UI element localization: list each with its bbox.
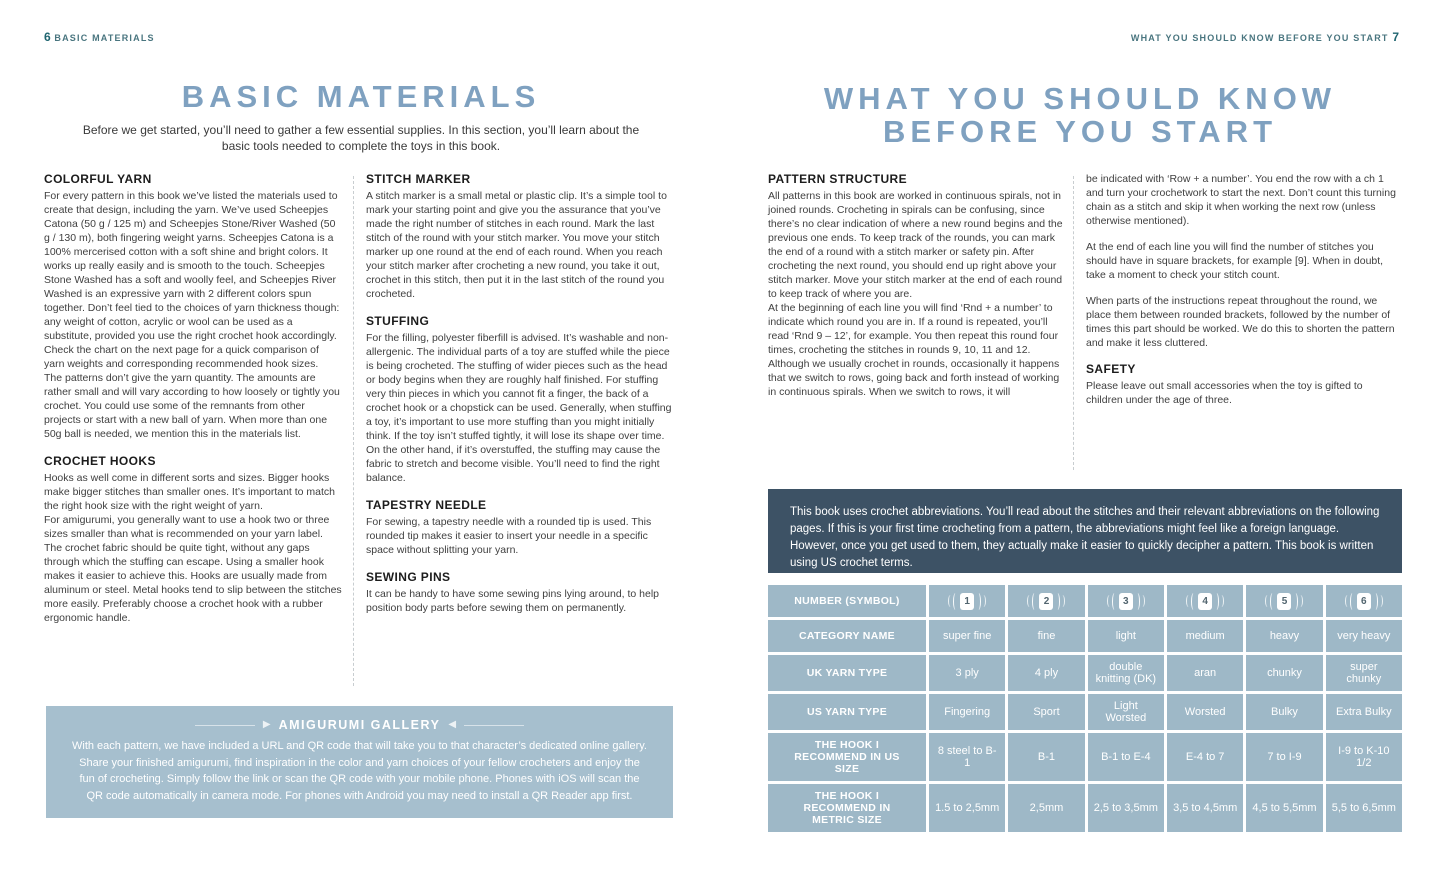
table-cell: Worsted bbox=[1167, 694, 1243, 730]
section-paragraph: At the beginning of each line you will find ‘Rnd + a number’ to indicate which round you are in. If a round is repeated, you’ll read ‘Rnd 9 – 12’, for example. You then repeat this round four times, crocheting the stitches in rounds 9, 10, 11 and 12. bbox=[768, 302, 1059, 356]
arrow-right-icon: ▶ bbox=[262, 719, 271, 730]
table-row-label: UK YARN TYPE bbox=[768, 655, 926, 691]
section-heading: SEWING PINS bbox=[366, 570, 451, 584]
table-cell: heavy bbox=[1246, 620, 1322, 652]
left-page-intro: Before we get started, you’ll need to gather a few essential supplies. In this section, you’ll learn about the basic tools needed to complete the toys in this book. bbox=[82, 123, 640, 153]
left-page-column-2 bbox=[366, 172, 672, 628]
table-cell: light bbox=[1088, 620, 1164, 652]
section-paragraph: Although we usually crochet in rounds, occasionally it happens that we switch to rows, going back and forth instead of working in continuous spirals. When we switch to rows, it will bbox=[768, 358, 1060, 398]
table-cell: 4,5 to 5,5mm bbox=[1246, 784, 1322, 832]
table-cell-symbol bbox=[1246, 585, 1322, 617]
section-heading: CROCHET HOOKS bbox=[44, 454, 156, 468]
section-paragraph: For the filling, polyester fiberfill is advised. It’s washable and non-allergenic. The individual parts of a toy are stuffed while the piece is being crocheted. The stuffing of wider pieces such as the head or body begins when they are roughly half finished. For stuffing very thin pieces in which you cannot fit a finger, the back of a crochet hook or a chopstick can be used. Generally, when stuffing a toy, it’s important to use more stuffing than you might initially think. If the toy isn’t stuffed tightly, it will lose its shape over time. On the other hand, if it’s overstuffed, the stuffing may cause the fabric to stretch and become visible. You’ll need to find the right balance. bbox=[366, 332, 672, 484]
section-heading: STUFFING bbox=[366, 314, 430, 328]
section-paragraph: When parts of the instructions repeat throughout the round, we place them between rounded brackets, followed by the number of times this part should be worked. We do this to shorten the pattern and make it less cluttered. bbox=[1086, 295, 1395, 349]
section-heading: COLORFUL YARN bbox=[44, 172, 152, 186]
gallery-box-title: AMIGURUMI GALLERY bbox=[278, 718, 441, 732]
left-page-column-1 bbox=[44, 172, 342, 638]
column-divider-right-page bbox=[1073, 176, 1074, 470]
yarn-skein-icon: 2 bbox=[1027, 593, 1065, 610]
gallery-title-row bbox=[72, 718, 647, 732]
section-heading: STITCH MARKER bbox=[366, 172, 471, 186]
table-cell: Fingering bbox=[929, 694, 1005, 730]
table-cell: super fine bbox=[929, 620, 1005, 652]
table-cell-symbol bbox=[1008, 585, 1084, 617]
section-paragraph: For sewing, a tapestry needle with a rounded tip is used. This rounded tip makes it easier to insert your needle in a specific space without splitting your yarn. bbox=[366, 516, 652, 556]
section-paragraph: For amigurumi, you generally want to use a hook two or three sizes smaller than what is recommended on your yarn label. The crochet fabric should be quite tight, without any gaps through which the stuffing can escape. Using a smaller hook makes it easier to achieve this. Hooks are usually made from aluminum or steel. Metal hooks tend to slip between the stitches more easily. Preferably choose a crochet hook with a rubber ergonomic handle. bbox=[44, 514, 342, 624]
table-cell-symbol bbox=[1326, 585, 1402, 617]
column-divider-left-page bbox=[353, 176, 354, 686]
table-cell: super chunky bbox=[1326, 655, 1402, 691]
arrow-left-icon: ◀ bbox=[448, 719, 457, 730]
amigurumi-gallery-box bbox=[46, 706, 673, 818]
table-cell: chunky bbox=[1246, 655, 1322, 691]
table-cell: 3,5 to 4,5mm bbox=[1167, 784, 1243, 832]
table-cell-symbol bbox=[929, 585, 1005, 617]
section-paragraph: be indicated with ‘Row + a number’. You end the row with a ch 1 and turn your crochetwork to start the next. Don’t count this turning chain as a stitch and skip it when working the next row (unless otherwise mentioned). bbox=[1086, 173, 1396, 227]
page-number-left: 6 bbox=[44, 30, 51, 44]
section-paragraph: The patterns don’t give the yarn quantity. The amounts are rather small and will vary according to how loosely or tightly you crochet. You could use some of the remnants from other projects or start with a new ball of yarn. When more than one 50g ball is needed, we mention this in the materials list. bbox=[44, 372, 340, 440]
running-head-left-label: BASIC MATERIALS bbox=[54, 33, 155, 43]
table-cell-symbol bbox=[1088, 585, 1164, 617]
table-cell: B-1 to E-4 bbox=[1088, 733, 1164, 781]
running-head-right bbox=[1131, 30, 1399, 44]
table-cell: fine bbox=[1008, 620, 1084, 652]
section-stitch-marker bbox=[366, 172, 672, 301]
section-paragraph: Hooks as well come in different sorts and sizes. Bigger hooks make bigger stitches than smaller ones. It’s important to match the right hook size with the right weight of yarn. bbox=[44, 472, 336, 512]
table-row-label: THE HOOK I RECOMMEND IN METRIC SIZE bbox=[768, 784, 926, 832]
yarn-skein-icon: 5 bbox=[1265, 593, 1303, 610]
table-cell: 1.5 to 2,5mm bbox=[929, 784, 1005, 832]
section-pattern-structure bbox=[768, 172, 1063, 399]
section-paragraph: A stitch marker is a small metal or plastic clip. It’s a simple tool to mark your starting point and give you the assurance that you’ve made the right number of stitches in each round. Mark the last stitch of the round with your stitch marker. You move your stitch marker up one round at the end of each round. When you reach your stitch marker after crocheting a new round, you take it out, crochet in this stitch, then put it in the last stitch of the round you crocheted. bbox=[366, 190, 667, 300]
right-page-title bbox=[740, 82, 1420, 148]
table-cell: E-4 to 7 bbox=[1167, 733, 1243, 781]
section-paragraph: All patterns in this book are worked in continuous spirals, not in joined rounds. Crocheting in spirals can be confusing, since there’s no clear indication of where a new round begins and the previous one ends. To keep track of the rounds, you can mark the end of a round with a stitch marker or safety pin. After crocheting the next round, you should end up right above your stitch marker. Move your stitch marker at the end of each round to keep track of where you are. bbox=[768, 190, 1063, 300]
decorative-line bbox=[464, 725, 524, 726]
table-cell: aran bbox=[1167, 655, 1243, 691]
table-row-label: THE HOOK I RECOMMEND IN US SIZE bbox=[768, 733, 926, 781]
table-row-label: CATEGORY NAME bbox=[768, 620, 926, 652]
section-crochet-hooks bbox=[44, 454, 342, 625]
table-row-label: US YARN TYPE bbox=[768, 694, 926, 730]
left-page-title: BASIC MATERIALS bbox=[181, 79, 541, 114]
yarn-skein-icon: 3 bbox=[1107, 593, 1145, 610]
abbreviations-note-box: This book uses crochet abbreviations. You’ll read about the stitches and their relevant abbreviations on the following pages. If this is your first time crocheting from a pattern, the abbreviations might feel like a foreign language. However, once you get used to them, they actually make it easier to quickly decipher a pattern. This book is written using US crochet terms. bbox=[768, 489, 1402, 573]
table-cell: 4 ply bbox=[1008, 655, 1084, 691]
section-sewing-pins bbox=[366, 570, 672, 615]
yarn-skein-icon: 4 bbox=[1186, 593, 1224, 610]
right-page-column-1 bbox=[768, 172, 1063, 412]
table-cell: 2,5mm bbox=[1008, 784, 1084, 832]
table-cell: 5,5 to 6,5mm bbox=[1326, 784, 1402, 832]
gallery-box-body: With each pattern, we have included a URL and QR code that will take you to that character’s dedicated online gallery. Share your finished amigurumi, find inspiration in the color and yarn choices of your fellow crocheters and enjoy the fun of crocheting. Simply follow the link or scan the QR code with your mobile phone. Phones with iOS will scan the QR code automatically in camera mode. For phones with Android you may need to install a QR Reader app first. bbox=[72, 740, 647, 802]
section-paragraph: For every pattern in this book we’ve listed the materials used to create that design, including the yarn. We’ve used Scheepjes Catona (50 g / 125 m) and Scheepjes Stone/River Washed (50 g / 130 m), both fingering weight yarns. Scheepjes Catona is a 100% mercerised cotton with a soft shine and bright colors. It works up really easily and is smooth to the touch. Scheepjes Stone Washed has a soft and woolly feel, and Scheepjes River Washed is an expressive yarn with 2 different colors spun together. Don’t feel tied to the choices of yarn thickness though: any weight of cotton, acrylic or wool can be used as a substitute, provided you use the right crochet hook accordingly. Check the chart on the next page for a quick comparison of yarn weights and corresponding recommended hook sizes. bbox=[44, 190, 340, 370]
right-page-title-line2: BEFORE YOU START bbox=[882, 114, 1278, 149]
decorative-line bbox=[195, 725, 255, 726]
right-page-column-2 bbox=[1086, 172, 1402, 420]
yarn-skein-icon: 1 bbox=[948, 593, 986, 610]
table-cell-symbol bbox=[1167, 585, 1243, 617]
section-stuffing bbox=[366, 314, 672, 485]
table-cell: medium bbox=[1167, 620, 1243, 652]
page-number-right: 7 bbox=[1392, 30, 1399, 44]
right-page-title-line1: WHAT YOU SHOULD KNOW bbox=[823, 81, 1337, 116]
yarn-weight-table bbox=[768, 585, 1402, 832]
table-cell: 2,5 to 3,5mm bbox=[1088, 784, 1164, 832]
section-paragraph: It can be handy to have some sewing pins lying around, to help position body parts before sewing them on permanently. bbox=[366, 588, 660, 614]
table-cell: Light Worsted bbox=[1088, 694, 1164, 730]
yarn-skein-icon: 6 bbox=[1345, 593, 1383, 610]
table-cell: 7 to I-9 bbox=[1246, 733, 1322, 781]
section-colorful-yarn bbox=[44, 172, 342, 441]
section-tapestry-needle bbox=[366, 498, 672, 557]
section-heading: SAFETY bbox=[1086, 362, 1136, 376]
table-cell: B-1 bbox=[1008, 733, 1084, 781]
section-heading: TAPESTRY NEEDLE bbox=[366, 498, 487, 512]
table-cell: Extra Bulky bbox=[1326, 694, 1402, 730]
section-paragraph: At the end of each line you will find the number of stitches you should have in square brackets, for example [9]. When in doubt, take a moment to check your stitch count. bbox=[1086, 241, 1384, 281]
table-cell: 8 steel to B-1 bbox=[929, 733, 1005, 781]
table-row-label: NUMBER (SYMBOL) bbox=[768, 585, 926, 617]
table-cell: double knitting (DK) bbox=[1088, 655, 1164, 691]
section-paragraph: Please leave out small accessories when the toy is gifted to children under the age of three. bbox=[1086, 380, 1363, 406]
section-safety bbox=[1086, 362, 1402, 407]
table-cell: very heavy bbox=[1326, 620, 1402, 652]
table-cell: 3 ply bbox=[929, 655, 1005, 691]
running-head-left bbox=[44, 30, 155, 44]
table-cell: Sport bbox=[1008, 694, 1084, 730]
section-heading: PATTERN STRUCTURE bbox=[768, 172, 908, 186]
running-head-right-label: WHAT YOU SHOULD KNOW BEFORE YOU START bbox=[1130, 33, 1389, 43]
table-cell: I-9 to K-10 1/2 bbox=[1326, 733, 1402, 781]
table-cell: Bulky bbox=[1246, 694, 1322, 730]
